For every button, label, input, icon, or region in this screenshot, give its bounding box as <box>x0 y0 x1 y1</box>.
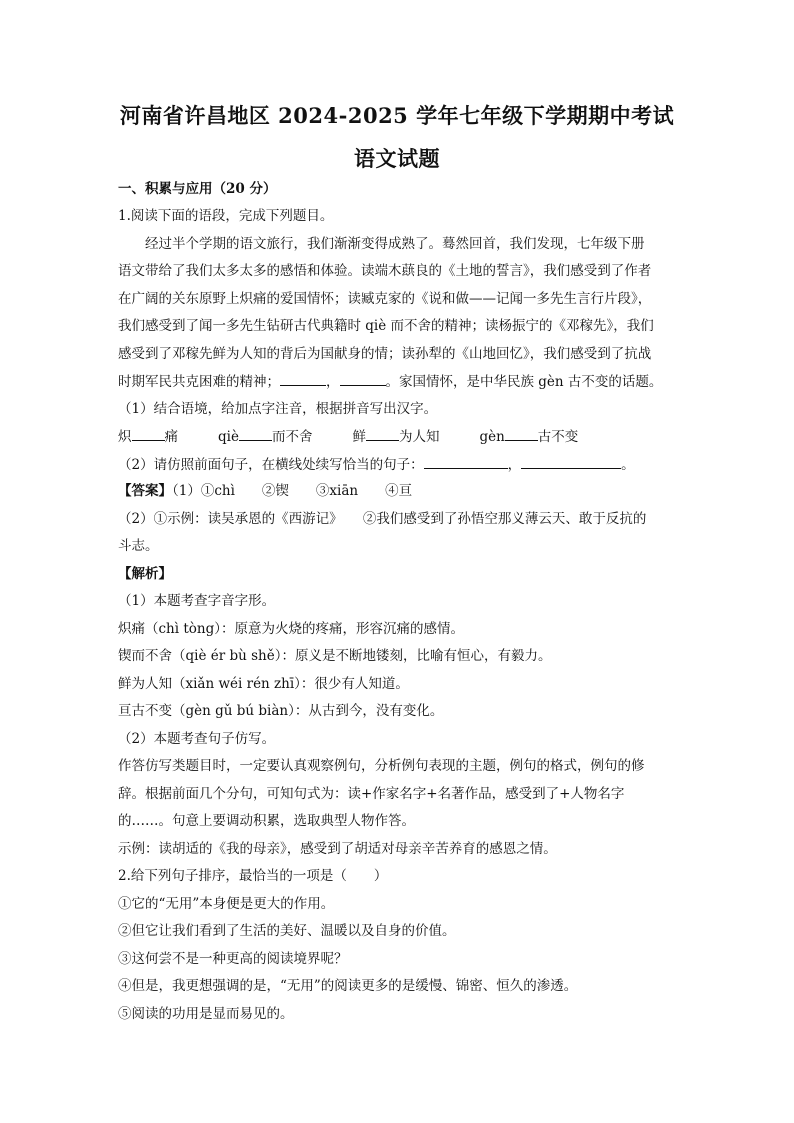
answer-text: （1）①chì ②锲 ③xiān ④亘 <box>172 483 413 499</box>
page-subtitle: 语文试题 <box>354 146 440 171</box>
passage-text: 时期军民共克困难的精神； <box>118 374 280 390</box>
section-heading: 一、积累与应用（20 分） <box>118 181 277 197</box>
passage-line: 经过半个学期的语文旅行，我们渐渐变得成熟了。蓦然回首，我们发现，七年级下册 <box>145 236 645 252</box>
separator: ， <box>326 374 340 390</box>
analysis-line: 作答仿写类题目时，一定要认真观察例句，分析例句表现的主题，例句的格式，例句的修 <box>118 758 645 774</box>
analysis-line: 炽痛（chì tòng）：原意为火烧的疼痛，形容沉痛的感情。 <box>118 621 465 637</box>
analysis-line: 示例：读胡适的《我的母亲》，感受到了胡适对母亲辛苦养育的感恩之情。 <box>118 841 557 857</box>
sub-question-2 <box>118 455 688 474</box>
answer-line: 斗志。 <box>118 538 159 554</box>
fill-item-text: 鲜 <box>352 429 366 445</box>
fill-item-text: gèn <box>479 429 505 445</box>
sub-question-text: （2）请仿照前面句子，在横线处续写恰当的句子： <box>118 457 424 473</box>
fill-item-text: 炽 <box>118 429 132 445</box>
sentence-option: ③这何尝不是一种更高的阅读境界呢？ <box>118 951 348 967</box>
sentence-option: ①它的“无用”本身便是更大的作用。 <box>118 896 335 912</box>
answer-blank[interactable] <box>505 427 538 441</box>
answer-blank[interactable] <box>239 427 272 441</box>
analysis-label: 【解析】 <box>118 566 172 582</box>
analysis-line: 锲而不舍（qiè ér bù shě）：原义是不断地镂刻，比喻有恒心，有毅力。 <box>118 648 552 664</box>
passage-line: 感受到了邓稼先鲜为人知的背后为国献身的情；读孙犁的《山地回忆》，我们感受到了抗战 <box>118 346 652 362</box>
passage-line: 语文带给了我们太多太多的感悟和体验。读端木蕻良的《土地的誓言》，我们感受到了作者 <box>118 263 652 279</box>
question-1-stem: 1.阅读下面的语段，完成下列题目。 <box>118 208 334 224</box>
fill-in-row <box>118 427 688 446</box>
analysis-line: 亘古不变（gèn gǔ bú biàn）：从古到今，没有变化。 <box>118 703 444 719</box>
analysis-line: 的……。句意上要调动积累，选取典型人物作答。 <box>118 813 415 829</box>
analysis-line: （2）本题考查句子仿写。 <box>118 731 276 747</box>
sentence-option: ②但它让我们看到了生活的美好、温暖以及自身的价值。 <box>118 923 456 939</box>
analysis-line: 鲜为人知（xiǎn wéi rén zhī）：很少有人知道。 <box>118 676 409 692</box>
fill-item-text: 为人知 <box>398 429 440 445</box>
passage-text: 。家国情怀，是中华民族 gèn 古不变的话题。 <box>385 374 663 390</box>
answer-blank[interactable] <box>132 427 165 441</box>
passage-line-with-blanks <box>118 372 688 391</box>
answer-blank[interactable] <box>366 427 399 441</box>
answer-blank[interactable] <box>340 372 386 386</box>
separator: ， <box>507 457 522 473</box>
separator: 。 <box>621 457 635 473</box>
sentence-option: ⑤阅读的功用是显而易见的。 <box>118 1006 294 1022</box>
passage-line: 我们感受到了闻一多先生钻研古代典籍时 qiè 而不舍的精神；读杨振宁的《邓稼先》，我们 <box>118 318 654 334</box>
analysis-line: （1）本题考查字音字形。 <box>118 593 276 609</box>
answer-blank[interactable] <box>280 372 326 386</box>
answer-line: （2）①示例：读吴承恩的《西游记》 ②我们感受到了孙悟空那义薄云天、敢于反抗的 <box>118 511 647 527</box>
passage-line: 在广阔的关东原野上炽痛的爱国情怀；读臧克家的《说和做——记闻一多先生言行片段》， <box>118 291 652 307</box>
sentence-option: ④但是，我更想强调的是，“无用”的阅读更多的是缓慢、锦密、恒久的渗透。 <box>118 978 578 994</box>
fill-item-text: 痛 <box>164 429 178 445</box>
sub-question-1: （1）结合语境，给加点字注音，根据拼音写出汉字。 <box>118 401 438 417</box>
answer-line <box>118 482 688 500</box>
page-title: 河南省许昌地区 2024-2025 学年七年级下学期期中考试 <box>119 103 675 128</box>
fill-item-text: 古不变 <box>537 429 579 445</box>
question-2-stem: 2.给下列句子排序，最恰当的一项是（ ） <box>118 868 388 884</box>
analysis-line: 辞。根据前面几个分句，可知句式为：读+作家名字+名著作品，感受到了+人物名字 <box>118 786 625 802</box>
fill-item-text: qiè <box>218 429 239 445</box>
fill-item-text: 而不舍 <box>271 429 313 445</box>
answer-blank[interactable] <box>521 455 621 469</box>
answer-blank[interactable] <box>424 455 508 469</box>
answer-label: 【答案】 <box>118 483 172 499</box>
